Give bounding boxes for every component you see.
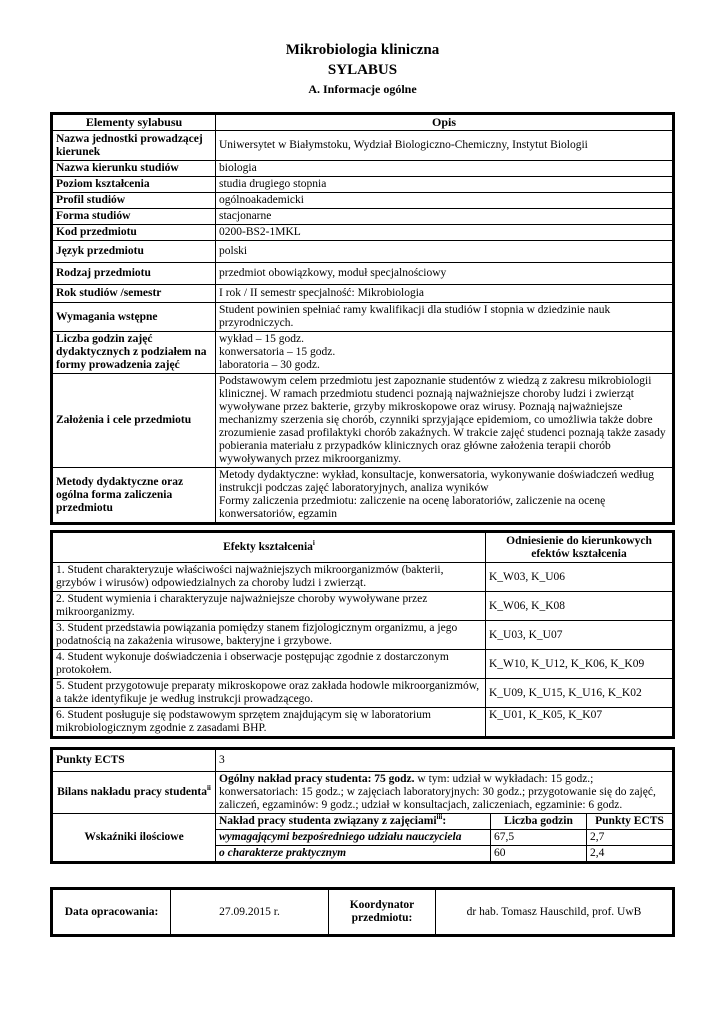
row-label: Założenia i cele przedmiotu	[53, 374, 216, 468]
table-row	[53, 814, 673, 830]
table-row	[53, 161, 673, 177]
row-label: Rodzaj przedmiotu	[53, 263, 216, 285]
table-row	[53, 209, 673, 225]
outcome-ref: K_U03, K_U07	[486, 621, 673, 650]
table-row	[53, 332, 673, 374]
section-heading: A. Informacje ogólne	[308, 82, 417, 96]
row-value	[216, 332, 673, 374]
row-value	[216, 468, 673, 523]
table-row	[53, 750, 673, 772]
indicator-hours: 67,5	[491, 830, 587, 846]
ects-points-label: Punkty ECTS	[53, 750, 216, 772]
indicators-header-text: Nakład pracy studenta związany z zajęciami	[219, 815, 437, 827]
row-value: stacjonarne	[216, 209, 673, 225]
outcome-text: 2. Student wymienia i charakteryzuje najważniejsze choroby wywoływane przez mikroorganizmy.	[53, 592, 486, 621]
table-row	[53, 241, 673, 263]
methods-line: Formy zaliczenia przedmiotu: zaliczenie na ocenę laboratoriów, zaliczenie na ocenę konwersatoriów, egzamin	[219, 495, 606, 520]
table-row	[53, 303, 673, 332]
table-row	[53, 131, 673, 161]
outcome-text: 6. Student posługuje się podstawowym sprzętem znajdującym się w laboratorium mikrobiologicznym zgodnie z zasadami BHP.	[53, 708, 486, 737]
document-title: Mikrobiologia kliniczna	[285, 42, 440, 58]
workload-label-text: Bilans nakładu pracy studenta	[57, 786, 207, 798]
indicator-hours: 60	[491, 846, 587, 862]
col-header-reference: Odniesienie do kierunkowych efektów kształcenia	[486, 533, 673, 563]
table-row	[53, 650, 673, 679]
footer-table	[50, 887, 675, 937]
row-label: Wymagania wstępne	[53, 303, 216, 332]
col-header-effects	[53, 533, 486, 563]
row-value: Uniwersytet w Białymstoku, Wydział Biologiczno-Chemiczny, Instytut Biologii	[216, 131, 673, 161]
ects-points-value: 3	[216, 750, 673, 772]
row-value: Student powinien spełniać ramy kwalifikacji dla studiów I stopnia w dziedzinie nauk przyrodniczych.	[216, 303, 673, 332]
row-label: Kod przedmiotu	[53, 225, 216, 241]
table-row	[53, 621, 673, 650]
table-row	[53, 225, 673, 241]
row-label: Poziom kształcenia	[53, 177, 216, 193]
coordinator-value: dr hab. Tomasz Hauschild, prof. UwB	[436, 890, 673, 935]
col-header-effects-text: Efekty kształcenia	[223, 541, 313, 553]
outcome-text: 5. Student przygotowuje preparaty mikroskopowe oraz zakłada hodowle mikroorganizmów, a także identyfikuje je według instrukcji prowadzącego.	[53, 679, 486, 708]
table-row	[53, 592, 673, 621]
indicator-label: o charakterze praktycznym	[216, 846, 491, 862]
row-label: Profil studiów	[53, 193, 216, 209]
row-label: Język przedmiotu	[53, 241, 216, 263]
row-value: Podstawowym celem przedmiotu jest zapoznanie studentów z wiedzą z zakresu mikrobiologii klinicznej. W ramach przedmiotu studenci poznają najważniejsze choroby ludzi i zwierząt wywoływane przez bakterie, grzyby mikroskopowe oraz wirusy. Poznają najważniejsze mechanizmy szerzenia się chorób, czynniki sprzyjające epidemiom, co umożliwia także dobre zrozumienie zasad profilaktyki chorób zakaźnych. W trakcie zajęć studenci poznają także zasady pobierania materiału z przypadków klinicznych oraz główne założenia terapii chorób wywoływanych przez mikroorganizmy.	[216, 374, 673, 468]
col-header-ects: Punkty ECTS	[587, 814, 673, 830]
outcome-text: 4. Student wykonuje doświadczenia i obserwacje postępując zgodnie z dostarczonym protokołem.	[53, 650, 486, 679]
general-info-table	[50, 112, 675, 525]
date-value: 27.09.2015 r.	[171, 890, 329, 935]
table-row	[53, 177, 673, 193]
row-label: Nazwa kierunku studiów	[53, 161, 216, 177]
indicators-header	[216, 814, 491, 830]
outcome-ref: K_W06, K_K08	[486, 592, 673, 621]
footnote-marker: iii	[436, 813, 443, 822]
row-value: polski	[216, 241, 673, 263]
table-row	[53, 285, 673, 303]
col-header-hours: Liczba godzin	[491, 814, 587, 830]
row-value: ogólnoakademicki	[216, 193, 673, 209]
workload-details: w tym: udział w wykładach: 15 godz.; konwersatoriach: 15 godz.; w zajęciach laboratoryjnych: 30 godz.; przygotowanie się do zajęć, zaliczeń, egzaminów: 9 godz.; udział w konsultacjach, zaliczeniach, egzaminie: 6 godz.	[219, 773, 656, 811]
indicators-header-colon: :	[442, 815, 447, 827]
outcome-text: 1. Student charakteryzuje właściwości najważniejszych mikroorganizmów (bakterii, grzybów i wirusów) odpowiedzialnych za choroby ludzi i zwierząt.	[53, 563, 486, 592]
table-row	[53, 193, 673, 209]
hours-line: konwersatoria – 15 godz.	[219, 346, 336, 358]
outcome-ref: K_W03, K_U06	[486, 563, 673, 592]
row-value: biologia	[216, 161, 673, 177]
hours-line: laboratoria – 30 godz.	[219, 359, 320, 371]
table-row	[53, 890, 673, 935]
coordinator-label: Koordynator przedmiotu:	[329, 890, 436, 935]
row-value: 0200-BS2-1MKL	[216, 225, 673, 241]
row-value: I rok / II semestr specjalność: Mikrobiologia	[216, 285, 673, 303]
methods-line: Metody dydaktyczne: wykład, konsultacje, konwersatoria, wykonywanie doświadczeń według instrukcji podczas zajęć laboratoryjnych, analiza wyników	[219, 469, 654, 494]
document-subtitle: SYLABUS	[327, 62, 398, 78]
row-label: Liczba godzin zajęć dydaktycznych z podziałem na formy prowadzenia zajęć	[53, 332, 216, 374]
outcome-ref: K_U09, K_U15, K_U16, K_K02	[486, 679, 673, 708]
workload-total: Ogólny nakład pracy studenta: 75 godz.	[219, 773, 415, 785]
row-value: studia drugiego stopnia	[216, 177, 673, 193]
table-row	[53, 468, 673, 523]
outcome-ref: K_W10, K_U12, K_K06, K_K09	[486, 650, 673, 679]
outcome-text: 3. Student przedstawia powiązania pomiędzy stanem fizjologicznym organizmu, a jego podatnością na zakażenia wirusowe, bakteryjne i grzybowe.	[53, 621, 486, 650]
row-label: Forma studiów	[53, 209, 216, 225]
indicator-ects: 2,4	[587, 846, 673, 862]
table-row	[53, 374, 673, 468]
ects-table	[50, 747, 675, 864]
learning-outcomes-table	[50, 530, 675, 739]
workload-label	[53, 772, 216, 814]
outcome-ref: K_U01, K_K05, K_K07	[486, 708, 673, 737]
row-value: przedmiot obowiązkowy, moduł specjalnościowy	[216, 263, 673, 285]
table-row	[53, 679, 673, 708]
indicators-label: Wskaźniki ilościowe	[53, 814, 216, 862]
table-row	[53, 772, 673, 814]
footnote-marker: ii	[206, 784, 211, 793]
workload-value	[216, 772, 673, 814]
footnote-marker: i	[312, 539, 315, 548]
table-row	[53, 563, 673, 592]
row-label: Nazwa jednostki prowadzącej kierunek	[53, 131, 216, 161]
row-label: Metody dydaktyczne oraz ogólna forma zaliczenia przedmiotu	[53, 468, 216, 523]
row-label: Rok studiów /semestr	[53, 285, 216, 303]
indicator-label: wymagającymi bezpośredniego udziału nauczyciela	[216, 830, 491, 846]
indicator-ects: 2,7	[587, 830, 673, 846]
col-header-elements: Elementy sylabusu	[53, 115, 216, 131]
date-label: Data opracowania:	[53, 890, 171, 935]
table-row	[53, 263, 673, 285]
col-header-description: Opis	[216, 115, 673, 131]
table-row	[53, 708, 673, 737]
hours-line: wykład – 15 godz.	[219, 333, 304, 345]
